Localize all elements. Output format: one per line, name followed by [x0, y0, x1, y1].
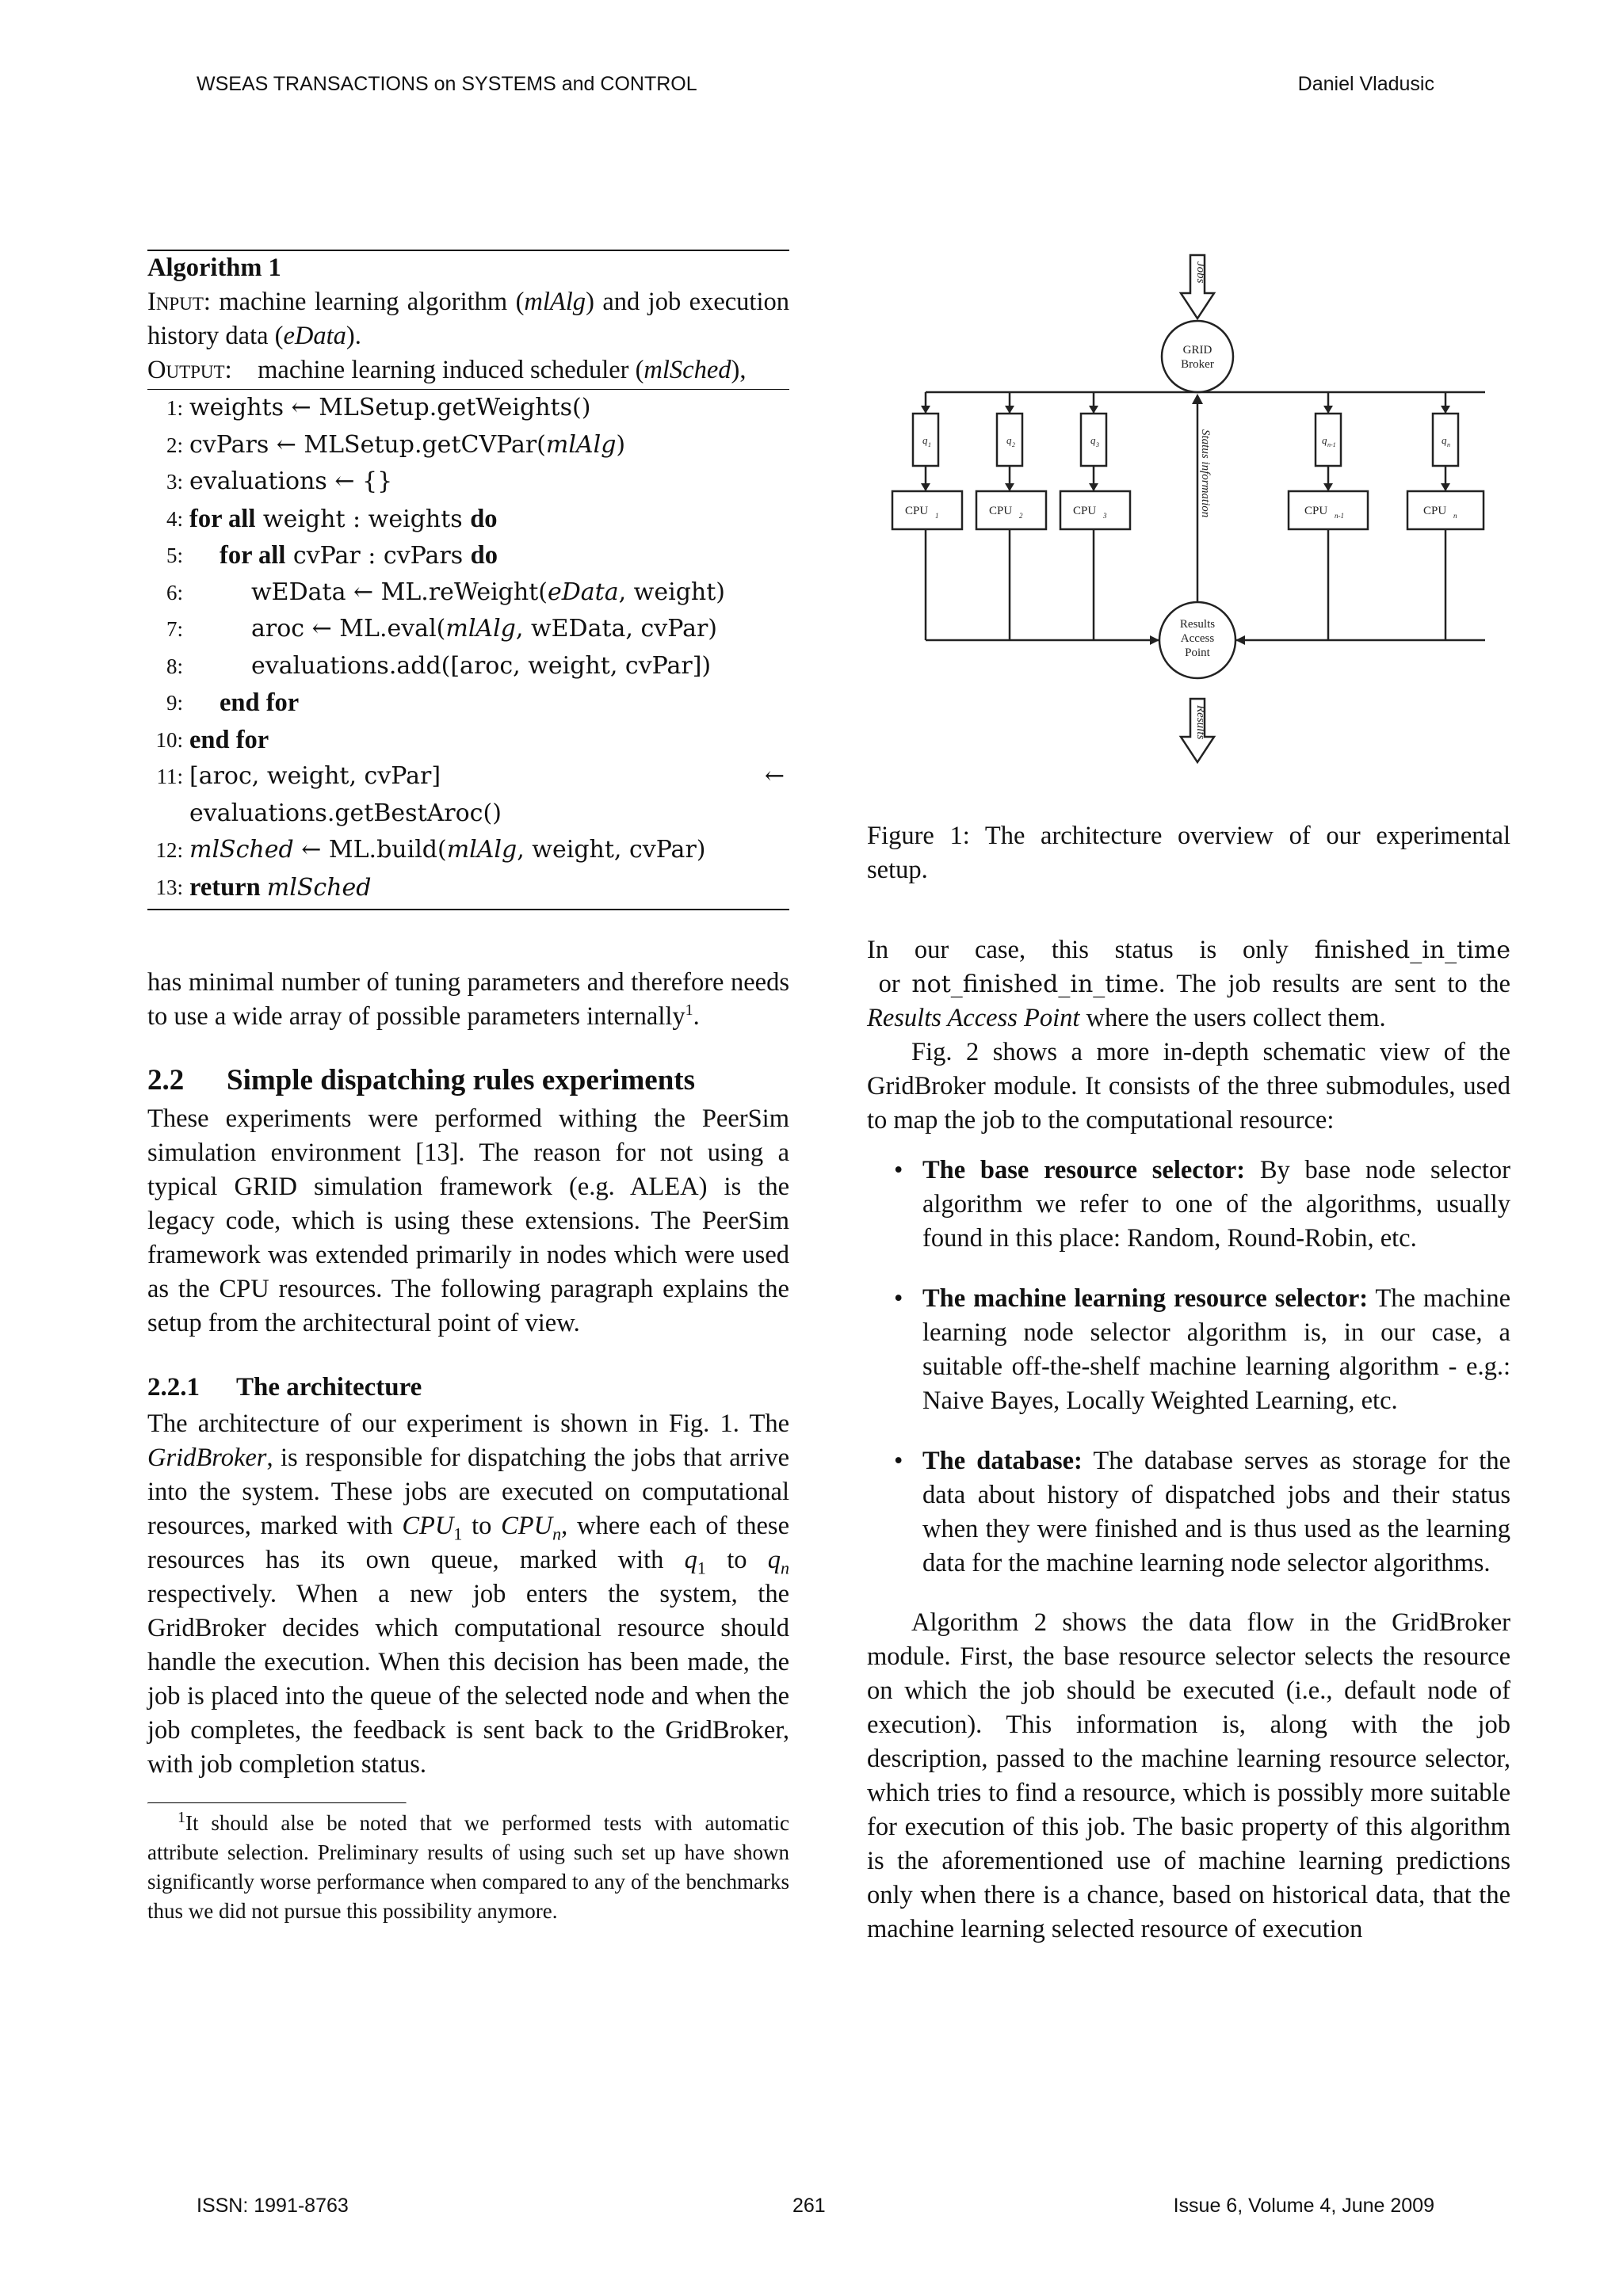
bullet-icon: • — [894, 1447, 903, 1475]
section-number: 2.2 — [147, 1064, 185, 1097]
algorithm-block — [147, 250, 789, 910]
footer-issue: Issue 6, Volume 4, June 2009 — [1173, 2195, 1434, 2217]
list-term: The machine learning resource selector: — [922, 1284, 1369, 1313]
paragraph-tuning — [147, 966, 789, 1034]
text: The architecture of our experiment is shown in Fig. 1. The — [147, 1409, 789, 1438]
keyword: end for — [189, 725, 269, 754]
queue-sub: 3 — [1096, 441, 1099, 448]
algorithm-line — [147, 685, 789, 722]
output-label: Output — [147, 356, 225, 384]
algorithm-line — [147, 758, 789, 795]
code-part: , wEData, cvPar) — [515, 615, 718, 643]
cpu-label: CPU — [989, 505, 1013, 517]
paragraph-peersim: These experiments were performed withing the PeerSim simulation environment [13]. The reason for not using a typical GRID simulation framework (e.g. ALEA) is the legacy code, which is using these extensions. The PeerSim framework was extended primarily in nodes which were used as the CPU resources. The following paragraph explains the setup from the architectural point of view. — [147, 1104, 789, 1337]
math-q: q — [767, 1546, 781, 1574]
gridbroker-italic: GridBroker — [147, 1444, 267, 1472]
algorithm-output — [147, 353, 789, 387]
paragraph-gridbroker: Fig. 2 shows a more in-depth schematic view of the GridBroker module. It consists of the three submodules, used to map the job to the computational resource: — [867, 1038, 1510, 1135]
rap-label-1: Results — [1179, 618, 1216, 631]
paragraph-end: . — [693, 1002, 700, 1031]
math-sub: 1 — [697, 1558, 706, 1578]
rap-label-2: Access — [1180, 632, 1215, 645]
line-number: 6: — [166, 580, 183, 605]
output-text-2: ), — [731, 356, 747, 384]
line-number: 2: — [166, 433, 183, 457]
line-code: evaluations.add([aroc, weight, cvPar]) — [251, 651, 712, 680]
section-title: The architecture — [236, 1373, 422, 1402]
math-cpu: CPU — [501, 1512, 553, 1540]
line-code — [183, 574, 789, 612]
code-part: wEData ← ML.reWeight( — [251, 578, 548, 606]
bullet-icon: • — [894, 1156, 903, 1184]
line-code — [183, 758, 789, 795]
code-italic: mlAlg — [446, 836, 517, 864]
section-title: Simple dispatching rules experiments — [227, 1064, 695, 1097]
footnote-ref: 1 — [685, 1001, 693, 1020]
status-finished: finished_in_time — [1314, 936, 1510, 964]
line-code — [183, 611, 789, 648]
code-part: [aroc, weight, cvPar] — [189, 762, 441, 790]
status-label: Status information — [1199, 429, 1212, 518]
keyword: return — [189, 872, 261, 902]
footer-issn: ISSN: 1991-8763 — [197, 2195, 349, 2217]
algorithm-title: Algorithm 1 — [147, 254, 281, 282]
cpu-sub: 3 — [1103, 512, 1107, 520]
footnote-mark: 1 — [178, 1809, 185, 1826]
keyword: do — [470, 504, 498, 533]
paragraph-algorithm2: Algorithm 2 shows the data flow in the GridBroker module. First, the base resource selector selects the resource on which the job should be executed (i.e., default node of execution). This information is, along with the job description, passed to the machine learning resource selector, which tries to find a resource, which is possibly more suitable for execution of this job. The basic property of this algorithm is the aforementioned use of machine learning predictions only when there is a chance, based on historical data, that the machine learning selected resource of execution — [867, 1608, 1510, 1943]
code-part: cvPar : cvPars — [285, 542, 471, 570]
algorithm-line — [147, 501, 789, 538]
code-part: ) — [616, 430, 626, 459]
text: or — [867, 970, 912, 998]
algorithm-input — [147, 285, 789, 353]
code-italic: eData — [547, 578, 619, 606]
paragraph-status — [867, 933, 1510, 1035]
bullet-icon: • — [894, 1284, 903, 1313]
status-not-finished: not_finished_in_time — [911, 971, 1159, 998]
algorithm-lines — [147, 389, 789, 910]
line-code-continuation: evaluations.getBestAroc() — [189, 799, 502, 827]
line-number: 7: — [166, 617, 183, 641]
code-italic: mlAlg — [545, 430, 617, 459]
code-part: ← ML.build( — [293, 836, 447, 864]
math-sub: 1 — [453, 1524, 463, 1544]
line-code: weights ← MLSetup.getWeights() — [189, 394, 591, 421]
queue-sub: n — [1447, 441, 1450, 448]
grid-broker-node — [1162, 321, 1233, 392]
algorithm-line — [147, 463, 789, 501]
list-text: By base node selector algorithm we refer to one of the algorithms, usually found in this place: Random, Round-Robin, etc. — [922, 1156, 1511, 1253]
rap-italic: Results Access Point — [867, 1004, 1080, 1032]
footer-page-number: 261 — [792, 2195, 826, 2217]
line-number: 9: — [166, 691, 183, 715]
section-2-2-1-heading — [147, 1369, 789, 1405]
text: to — [462, 1512, 502, 1540]
line-number: 1: — [166, 396, 183, 420]
algorithm-line — [147, 574, 789, 612]
list-item — [867, 1444, 1510, 1581]
line-code — [183, 832, 789, 869]
broker-label-1: GRID — [1182, 344, 1212, 357]
math-q: q — [684, 1546, 697, 1574]
line-code — [183, 427, 789, 464]
algorithm-line — [147, 795, 789, 833]
footnote-rule — [147, 1802, 407, 1804]
line-code — [183, 501, 789, 538]
running-header-journal: WSEAS TRANSACTIONS on SYSTEMS and CONTROL — [197, 73, 697, 95]
broker-label-2: Broker — [1181, 358, 1214, 371]
list-text: The database serves as storage for the data about history of dispatched jobs and their status when they were finished and is thus used as the learning data for the machine learning node selector algorithms. — [922, 1447, 1511, 1577]
cpu-sub: 2 — [1019, 512, 1023, 520]
code-part: , weight) — [618, 578, 725, 606]
algorithm-line — [147, 832, 789, 869]
line-number: 5: — [166, 543, 183, 567]
figure-caption: Figure 1: The architecture overview of our experimental setup. — [867, 822, 1510, 884]
text: respectively. When a new job enters the system, the GridBroker decides which computational resource should handle the execution. When this decision has been made, the job is placed into the queue of the selected node and when the job completes, the feedback is sent back to the GridBroker, with job completion status. — [147, 1580, 789, 1779]
line-number: 3: — [166, 470, 183, 494]
input-edata: eData — [283, 322, 346, 350]
keyword: for all — [220, 541, 286, 570]
queue-label: q — [922, 434, 928, 446]
algorithm-line — [147, 648, 789, 685]
cpu-label: CPU — [1423, 505, 1447, 517]
queue-label: q — [1090, 434, 1096, 446]
text: , where each of these resources has its own queue, marked with — [147, 1512, 789, 1574]
cpu-sub: n — [1453, 512, 1457, 520]
text: In our case, this status is only — [867, 936, 1315, 964]
left-column — [147, 242, 789, 1926]
output-text: : machine learning induced scheduler ( — [224, 356, 644, 384]
code-italic: mlSched — [189, 836, 294, 864]
line-code — [183, 869, 789, 906]
text: , is responsible for dispatching the jobs that arrive into the system. These jobs are executed on computational resources, marked with — [147, 1444, 789, 1540]
line-number-blank — [147, 795, 183, 833]
list-term: The base resource selector: — [922, 1156, 1246, 1184]
queue-label: q — [1006, 434, 1012, 446]
right-column — [867, 246, 1510, 1947]
line-number: 12: — [155, 838, 183, 862]
list-item — [867, 1154, 1510, 1256]
architecture-figure — [867, 246, 1510, 769]
algorithm-line — [147, 537, 789, 574]
algorithm-line — [147, 390, 789, 427]
line-number: 10: — [155, 727, 183, 752]
keyword: end for — [220, 688, 300, 717]
output-mlsched: mlSched — [643, 356, 731, 384]
footnote-text: It should alse be noted that we performed tests with automatic attribute selection. Preliminary results of using such set up have shown significantly worse performance when compared to any of the benchmarks thus we did not pursue this possibility anymore. — [147, 1811, 789, 1923]
line-number: 8: — [166, 654, 183, 678]
results-label: Results — [1194, 705, 1207, 740]
text: where the users collect them. — [1079, 1004, 1386, 1032]
text: to — [705, 1546, 768, 1574]
input-text-2: ) and job execution history data ( — [147, 288, 789, 350]
paragraph-text: has minimal number of tuning parameters and therefore needs to use a wide array of possible parameters internally — [147, 968, 789, 1031]
line-code — [183, 537, 789, 574]
line-code: evaluations ← {} — [189, 467, 393, 495]
keyword: for all — [189, 504, 256, 533]
jobs-label: Jobs — [1194, 261, 1207, 284]
section-number: 2.2.1 — [147, 1373, 200, 1402]
list-item — [867, 1282, 1510, 1418]
math-sub: n — [781, 1558, 789, 1578]
input-mlalg: mlAlg — [524, 288, 586, 316]
math-cpu: CPU — [402, 1512, 454, 1540]
cpu-sub: n-1 — [1335, 512, 1344, 520]
line-number: 11: — [156, 765, 183, 788]
section-2-2-heading — [147, 1061, 789, 1100]
queue-label: q — [1442, 434, 1447, 446]
cpu-label: CPU — [1073, 505, 1097, 517]
code-part: weight : weights — [255, 505, 471, 533]
cpu-label: CPU — [905, 505, 929, 517]
queue-sub: 2 — [1012, 441, 1015, 448]
list-text: The machine learning node selector algorithm is, in our case, a suitable off-the-shelf machine learning algorithm - e.g.: Naive Bayes, Locally Weighted Learning, etc. — [922, 1284, 1510, 1415]
code-arrow: ← — [764, 762, 785, 790]
math-sub: n — [552, 1524, 562, 1544]
code-italic: mlAlg — [445, 615, 516, 643]
line-number: 4: — [166, 506, 183, 531]
text: . The job results are sent to the — [1159, 970, 1510, 998]
cpu-box — [1289, 491, 1368, 529]
keyword: do — [470, 541, 498, 570]
input-label: Input — [147, 288, 204, 316]
input-text-3: ). — [346, 322, 361, 350]
paragraph-architecture — [147, 1407, 789, 1782]
rap-label-3: Point — [1185, 646, 1210, 659]
queue-sub: n-1 — [1327, 441, 1336, 448]
algorithm-line — [147, 611, 789, 648]
running-header-author: Daniel Vladusic — [1297, 73, 1434, 95]
footnote — [147, 1809, 789, 1926]
code-part: , weight, cvPar) — [517, 836, 706, 864]
code-part: aroc ← ML.eval( — [251, 615, 446, 643]
list-term: The database: — [922, 1447, 1083, 1475]
code-part: cvPars ← MLSetup.getCVPar( — [189, 430, 546, 459]
queue-label: q — [1322, 434, 1327, 446]
line-number: 13: — [155, 875, 183, 899]
cpu-label: CPU — [1304, 505, 1328, 517]
algorithm-line — [147, 722, 789, 759]
queue-sub: 1 — [928, 441, 931, 448]
cpu-sub: 1 — [935, 512, 939, 520]
code-italic: mlSched — [266, 873, 372, 902]
input-text: : machine learning algorithm ( — [203, 288, 525, 316]
algorithm-line — [147, 427, 789, 464]
queue-box — [1316, 414, 1341, 466]
algorithm-line — [147, 869, 789, 906]
submodule-list — [867, 1154, 1510, 1581]
